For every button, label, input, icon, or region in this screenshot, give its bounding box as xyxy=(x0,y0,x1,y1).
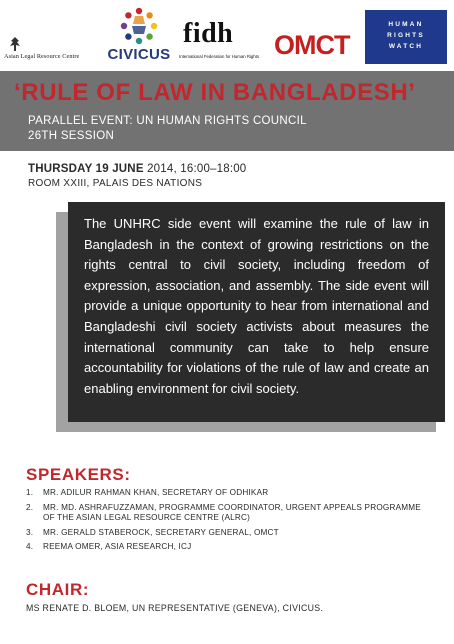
hrw-line-3: WATCH xyxy=(388,43,424,50)
alrc-logo-text: Asian Legal Resource Centre xyxy=(4,53,80,60)
event-date xyxy=(28,163,246,175)
event-subtitle xyxy=(28,114,307,144)
fidh-logo-text: fidh xyxy=(183,18,234,49)
logo-header xyxy=(0,0,454,70)
hrw-logo-text xyxy=(365,19,447,52)
hrw-line-1: HUMAN xyxy=(388,21,424,28)
fidh-logo xyxy=(179,20,271,66)
speaker-number: 4. xyxy=(26,542,34,551)
description-text: The UNHRC side event will examine the rule of law in Bangladesh in the context of growing restrictions on the rights central to civil society, including freedom of expression, association, and assembly. The side event will provide a unique opportunity to hear from international and Bangladeshi civil society activists about measures the international community can take to help ensure accountability for violations of the rule of law and create an enabling environment for civil society. xyxy=(84,216,429,396)
alrc-logo xyxy=(4,36,100,62)
speaker-item xyxy=(26,503,423,524)
hrw-line-2: RIGHTS xyxy=(387,32,425,39)
event-time: 2014, 16:00–18:00 xyxy=(143,163,247,175)
speakers-heading: SPEAKERS: xyxy=(26,465,131,484)
event-title: ‘RULE OF LAW IN BANGLADESH’ xyxy=(14,79,416,106)
fidh-logo-subtext: International Federation for Human Rights xyxy=(179,54,260,59)
civicus-logo xyxy=(104,6,174,66)
civicus-logo-text: CIVICUS xyxy=(107,46,171,63)
omct-logo-text: OMCT xyxy=(274,30,350,60)
speaker-item xyxy=(26,488,423,499)
speaker-text: MR. GERALD STABEROCK, SECRETARY GENERAL, OMCT xyxy=(43,527,279,537)
speaker-number: 3. xyxy=(26,527,34,537)
speaker-number: 2. xyxy=(26,502,34,512)
speaker-item xyxy=(26,542,423,553)
alrc-emblem-icon xyxy=(8,36,22,52)
subtitle-line-1: PARALLEL EVENT: UN HUMAN RIGHTS COUNCIL xyxy=(28,115,307,127)
speakers-list xyxy=(26,488,423,557)
chair-heading: CHAIR: xyxy=(26,580,90,599)
subtitle-line-2: 26TH SESSION xyxy=(28,130,115,142)
event-room: ROOM XXIII, PALAIS DES NATIONS xyxy=(28,178,203,189)
description-box xyxy=(68,202,445,422)
speaker-number: 1. xyxy=(26,488,34,497)
speaker-text: MR. MD. ASHRAFUZZAMAN, PROGRAMME COORDINATOR, URGENT APPEALS PROGRAMME OF THE ASIAN LEGAL RESOURCE CENTRE (ALRC) xyxy=(43,502,421,522)
chair-text: MS RENATE D. BLOEM, UN REPRESENTATIVE (GENEVA), CIVICUS. xyxy=(26,603,324,613)
event-day: THURSDAY 19 JUNE xyxy=(28,163,144,175)
civicus-people-icon xyxy=(104,6,174,46)
speaker-text: MR. ADILUR RAHMAN KHAN, SECRETARY OF ODHIKAR xyxy=(43,488,269,497)
speaker-text: REEMA OMER, ASIA RESEARCH, ICJ xyxy=(43,542,192,551)
hrw-logo xyxy=(365,10,447,64)
speaker-item xyxy=(26,528,423,539)
omct-logo xyxy=(272,30,356,66)
